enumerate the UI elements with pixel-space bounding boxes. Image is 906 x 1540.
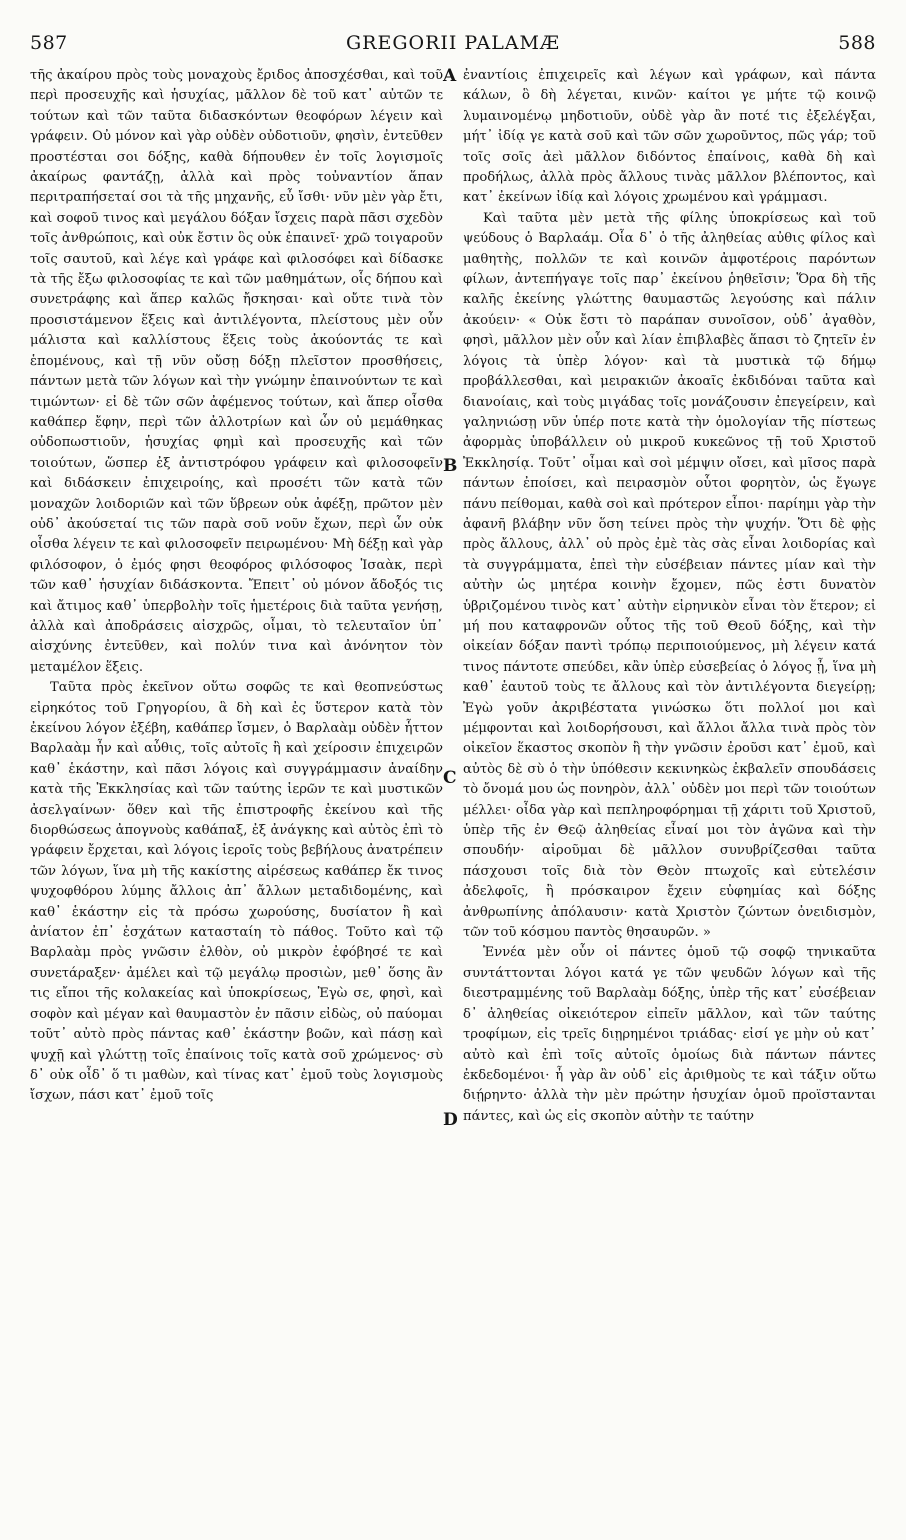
section-marker-d: D [443, 1110, 458, 1130]
right-paragraph-3: Ἐννέα μὲν οὖν οἱ πάντες ὁμοῦ τῷ σοφῷ τηνικαῦτα συντάττονται λόγοι κατά γε τῶν ψευδῶν λόγων καὶ τῆς διεστραμμένης τοῦ Βαρλαὰμ δόξης, ὑπὲρ τῆς κατ᾽ εὐσέβειαν δ᾽ ἀληθείας οἰκειότερον εἰπεῖν μᾶλλον, καὶ τῶν ταύτης τροφίμων, εἰς τρεῖς διῃρημένοι τριάδας· εἰσί γε μὴν οὐ κατ᾽ αὐτὸ καὶ ἐπὶ τοῖς αὐτοῖς ὁμοίως διὰ πάντων πάντες ἐκδεδομένοι· ἦ γὰρ ἂν οὐδ᾽ εἰς ἀριθμοὺς τε καὶ τάξιν οὕτω διῄρηντο· ἀλλὰ τὴν μὲν πρώτην ἡσυχίαν ὁμοῦ προϊστανται πάντες, καὶ ὡς εἰς σκοπὸν αὐτὴν τε ταύτην [463, 945, 876, 1124]
left-page-number: 587 [30, 32, 68, 54]
section-marker-b: B [443, 456, 458, 476]
section-marker-a: A [443, 66, 457, 86]
left-paragraph-1: τῆς ἀκαίρου πρὸς τοὺς μοναχοὺς ἔριδος ἀποσχέσθαι, καὶ τοῦ περὶ προσευχῆς καὶ ἡσυχίας, μᾶλλον δὲ τοῦ κατ᾽ αὐτῶν τε τούτων καὶ τῶν ταῦτα διδασκόντων θεοφόρων λέγειν καὶ γράφειν. Οὐ μόνον καὶ γὰρ οὐδὲν οὐδοτιοῦν, φησὶν, ἐντεῦθεν προστέσται σοι δόξης, καθὰ δήπουθεν ἐν τοῖς λογισμοῖς ἀκαίρως φαντάζῃ, ἀλλὰ καὶ πρὸς τοὐναντίον ἅπαν περιτραπήσεταί σοι τὰ τῆς μηχανῆς, εὖ ἴσθι· νῦν μὲν γὰρ ἔτι, καὶ σοφοῦ τινος καὶ μεγάλου δόξαν ἴσχεις παρὰ πᾶσι σχεδὸν τοῖς ἀνθρώποις, καὶ οὐκ ἔστιν ὃς οὐκ ἐπαινεῖ· χρῶ τοιγαροῦν τοῖς σαυτοῦ, καὶ λέγε καὶ γράφε καὶ φιλοσόφει καὶ δίδασκε τὰ τῆς ἔξω φιλοσοφίας τε καὶ τῶν μαθημάτων, οἷς δήπου καὶ συνετράφης καὶ ἅπερ καλῶς ἤσκησαι· καὶ οὔτε τινὰ τὸν προσιστάμενον ἕξεις καὶ ἀντιλέγοντα, πλείστους μὲν οὖν μάλιστα καὶ καλλίστους ἕξεις τοὺς ἀκούοντάς τε καὶ ἑπομένους, καὶ τῇ νῦν οὔσῃ δόξῃ πλεῖστον προσθήσεις, πάντων μετὰ τῶν λόγων καὶ τὴν γνώμην ἐπαινούντων τε καὶ τιμώντων· εἰ δὲ τῶν σῶν ἀφέμενος τούτων, καὶ ἅπερ οἶσθα καθάπερ ἔφην, περὶ τῶν ἀλλοτρίων καὶ ὧν οὐ μεμάθηκας οὐδοπωστιοῦν, ἡσυχίας φημὶ καὶ προσευχῆς καὶ τῶν τοιούτων, ὥσπερ ἐξ ἀντιστρόφου γράφειν καὶ φιλοσοφεῖν καὶ διδάσκειν ἐπιχειροίης, καὶ προσέτι τῶν κατὰ τῶν μοναχῶν λοιδοριῶν καὶ τῶν ὕβρεων οὐκ ἀφέξῃ, πρῶτον μὲν οὐδ᾽ ἀκούσεταί τις τῶν παρὰ σοῦ νοῦν ἔχων, περὶ ὧν οὐκ οἶσθα λέγειν τε καὶ φιλοσοφεῖν πειρωμένου· Μὴ δέξῃ καὶ γὰρ φιλόσοφον, ὁ ἐμός φησι θεοφόρος φιλόσοφος Ἰσαὰκ, περὶ τῶν καθ᾽ ἡσυχίαν διδάσκοντα. Ἔπειτ᾽ οὐ μόνον ἄδοξός τις καὶ ἄτιμος καθ᾽ ὑπερβολὴν τοῖς ἡμετέροις διὰ ταῦτα γενήσῃ, ἀλλὰ καὶ ἀποδράσεις αἰσχρῶς, οἶμαι, τὸ τελευταῖον ὑπ᾽ αἰσχύνης ἐντεῦθεν, καὶ πολύν τινα καὶ ἀνόνητον τὸν μεταμέλον ἕξεις. [30, 68, 443, 675]
right-paragraph-2: Καὶ ταῦτα μὲν μετὰ τῆς φίλης ὑποκρίσεως καὶ τοῦ ψεύδους ὁ Βαρλαάμ. Οἷα δ᾽ ὁ τῆς ἀληθείας αὐθις φίλος καὶ μαθητὴς, πολλῶν τε καὶ κοινῶν ἀμφοτέροις παρόντων φίλων, ἀντεπήγαγε τοῖς παρ᾽ ἐκείνου ῥηθεῖσιν; Ὅρα δὴ τῆς καλῆς ἐκείνης γλώττης θαυμαστῶς λεγούσης καὶ πάλιν ἀκούειν· « Οὐκ ἔστι τὸ παράπαν συνοῖσον, οὐδ᾽ ἀγαθὸν, φησὶ, μᾶλλον μὲν οὖν καὶ λίαν ἐπιβλαβὲς ἅπασι τὸ ζητεῖν ἐν λόγοις τὰ ὑπὲρ λόγον· καὶ τὰ μυστικὰ τῷ δήμῳ προβάλλεσθαι, καὶ μειρακιῶν ἀκοαῖς ἐκδιδόναι ταῦτα καὶ διανοίαις, καὶ τοὺς μιγάδας τοῖς μονάζουσιν ἐπεγείρειν, καὶ γαληνιώσῃ νῦν ὑπέρ ποτε κατὰ τὴν ὁμολογίαν τῆς πίστεως ἀφορμὰς ὑποβάλλειν οὐ μικροῦ κυκεῶνος τῇ τοῦ Χριστοῦ Ἐκκλησίᾳ. Τοῦτ᾽ οἶμαι καὶ σοὶ μέμψιν οἴσει, καὶ μῖσος παρὰ πάντων ἐποίσει, καὶ πειρασμὸν οὗτοι φορητὸν, ὡς ἔγωγε πάνυ πείθομαι, καθὰ σοὶ καὶ πρότερον εἶποι· παρίημι γὰρ τὴν ἀφανῆ βλάβην νῦν ὅση τείνει πρὸς τὴν ψυχήν. Ὅτι δὲ φῂς πρὸς ἄλλους, ἀλλ᾽ οὐ πρὸς ἐμὲ τὰς σὰς εἶναι λοιδορίας καὶ τὰ συγγράμματα, ἐπεὶ τὴν εὐσέβειαν πάντες μίαν καὶ τὴν αὐτὴν ὡς μητέρα κοινὴν ἔχομεν, πῶς ἐστι δυνατὸν ὑβριζομένου τινὸς κατ᾽ αὐτὴν εἰρηνικὸν εἶναι τὸν ἕτερον; εἰ μή που καταφρονῶν οὗτος τῆς τοῦ Θεοῦ δόξης, καὶ τὴν οἰκείαν δόξαν παντὶ τρόπῳ περιποιούμενος, μὴ λέγειν κατά τινος πάντοτε σπεύδει, κἂν ὑπὲρ εὐσεβείας ὁ λόγος ᾖ, ἵνα μὴ καθ᾽ ἑαυτοῦ τοὺς τε ἄλλους καὶ τὸν ἀντιλέγοντα διεγείρῃ; Ἐγὼ γοῦν ἀκριβέστατα γινώσκω ὅτι πολλοί μοι καὶ μέμφονται καὶ λοιδορήσουσι, καὶ ἄλλοι ἄλλα τινὰ πρὸς τὸν οἰκεῖον ἕκαστος σκοπὸν ἢ τὴν γνῶσιν ἐροῦσι κατ᾽ ἐμοῦ, καὶ αὐτὸς δὲ σὺ ὁ τὴν ὑπόθεσιν κεκινηκὼς ἐκβαλεῖν σπουδάσεις τὸ ὄνομά μου ὡς πονηρὸν, ἀλλ᾽ οὐδὲν μοι περὶ τῶν τοιούτων μέλλει· οἶδα γὰρ καὶ πεπληροφόρημαι τῇ χάριτι τοῦ Χριστοῦ, ὑπὲρ τῆς ἐν Θεῷ ἀληθείας εἶναί μοι τὸν ἀγῶνα καὶ τὴν σπουδήν· αἱροῦμαι δὲ μᾶλλον συνυβρίζεσθαι ταῦτα πάσχουσι τοῖς διὰ τὸν Θεὸν πτωχοῖς καὶ εὐτελέσιν ἀδελφοῖς, ἢ πρόσκαιρον ἔχειν εὐφημίας καὶ δόξης ἀνθρωπίνης ἀπόλαυσιν· κατὰ Χριστὸν ζώντων ὀνειδισμὸν, τῶν τοῦ κόσμου παντὸς θησαυρῶν. » [463, 210, 876, 941]
section-marker-c: C [443, 768, 457, 788]
left-paragraph-2: Ταῦτα πρὸς ἐκεῖνον οὕτω σοφῶς τε καὶ θεοπνεύστως εἰρηκότος τοῦ Γρηγορίου, ἃ δὴ καὶ ἐς ὕστερον κατὰ τὸν ἐκείνου λόγον ἐξέβη, καθάπερ ἴσμεν, ὁ Βαρλαὰμ οὐδὲν ἧττον Βαρλαὰμ ἦν καὶ αὖθις, τοῖς αὐτοῖς ἢ καὶ χείροσιν ἐπιχειρῶν καθ᾽ ἑκάστην, καὶ πᾶσι λόγοις καὶ συγγράμμασιν ἀναίδην κατὰ τῆς Ἐκκλησίας καὶ τῶν ταύτης ἱερῶν τε καὶ μυστικῶν ἀσελγαίνων· ὅθεν καὶ τῆς ἐπιστροφῆς ἐκείνου καὶ τῆς διορθώσεως ἀπογνοὺς καθάπαξ, ἐξ ἀνάγκης καὶ αὐτὸς ἐπὶ τὸ γράφειν ἔρχεται, καὶ λόγοις ἱεροῖς τοὺς βεβήλους ἀνατρέπειν τῶν λόγων, ἵνα μὴ τῆς κακίστης αἱρέσεως καθάπερ ἔκ τινος ψυχοφθόρου λύμης ἄλλοις ἀπ᾽ ἄλλων μεταδιδομένης, καὶ καθ᾽ ἑκάστην εἰς τὰ πρόσω χωρούσης, δυσίατον ἢ καὶ ἀνίατον ἐπ᾽ ἐσχάτων κατασταίη τὸ πάθος. Τοῦτο καὶ τῷ Βαρλαὰμ πρὸς γνῶσιν ἐλθὸν, οὐ μικρὸν ἐφόβησέ τε καὶ συνετάραξεν· ἀμέλει καὶ τῷ μεγάλῳ προσιὼν, μεθ᾽ ὅσης ἂν τις εἴποι τῆς κολακείας καὶ ὑποκρίσεως, Ἐγὼ σε, φησὶ, καὶ σοφὸν καὶ μέγαν καὶ θαυμαστὸν ἐν πᾶσιν εἰδὼς, οὐ παύομαι τοῦτ᾽ αὐτὸ πρὸς πάντας καθ᾽ ἑκάστην βοῶν, καὶ πάσῃ καὶ ψυχῇ καὶ γλώττῃ τοῖς ἐπαίνοις τοῖς κατὰ σοῦ χρώμενος· σὺ δ᾽ οὐκ οἶδ᾽ ὅ τι μαθὼν, καὶ τίνας κατ᾽ ἐμοῦ τοὺς λογισμοὺς ἴσχων, πάσι κατ᾽ ἐμοῦ τοῖς [30, 680, 443, 1104]
right-paragraph-1: ἐναντίοις ἐπιχειρεῖς καὶ λέγων καὶ γράφων, καὶ πάντα κάλων, ὃ δὴ λέγεται, κινῶν· καίτοι γε μήτε τῷ κοινῷ λυμαινομένῳ μηδοτιοῦν, οὐδὲ γὰρ ἂν ποτέ τις ἐξελέγξαι, μήτ᾽ ἰδίᾳ γε κατὰ σοῦ καὶ τῶν σῶν χωροῦντος, πῶς γάρ; τοῦ τοῖς σοῖς ἀεὶ μᾶλλον διδόντος ἐπαίνοις, καθὰ δὴ καὶ προδήλως, ἀλλὰ πρὸς ἄλλους τινὰς μᾶλλον βλέποντος, καὶ κατ᾽ ἐκείνων ἰδίᾳ καὶ λόγοις χρωμένου καὶ γράμμασι. [463, 68, 876, 206]
running-title: GREGORII PALAMÆ [345, 32, 561, 54]
right-text-column [463, 66, 876, 1516]
left-text-column [30, 66, 443, 1516]
right-page-number: 588 [838, 32, 876, 54]
